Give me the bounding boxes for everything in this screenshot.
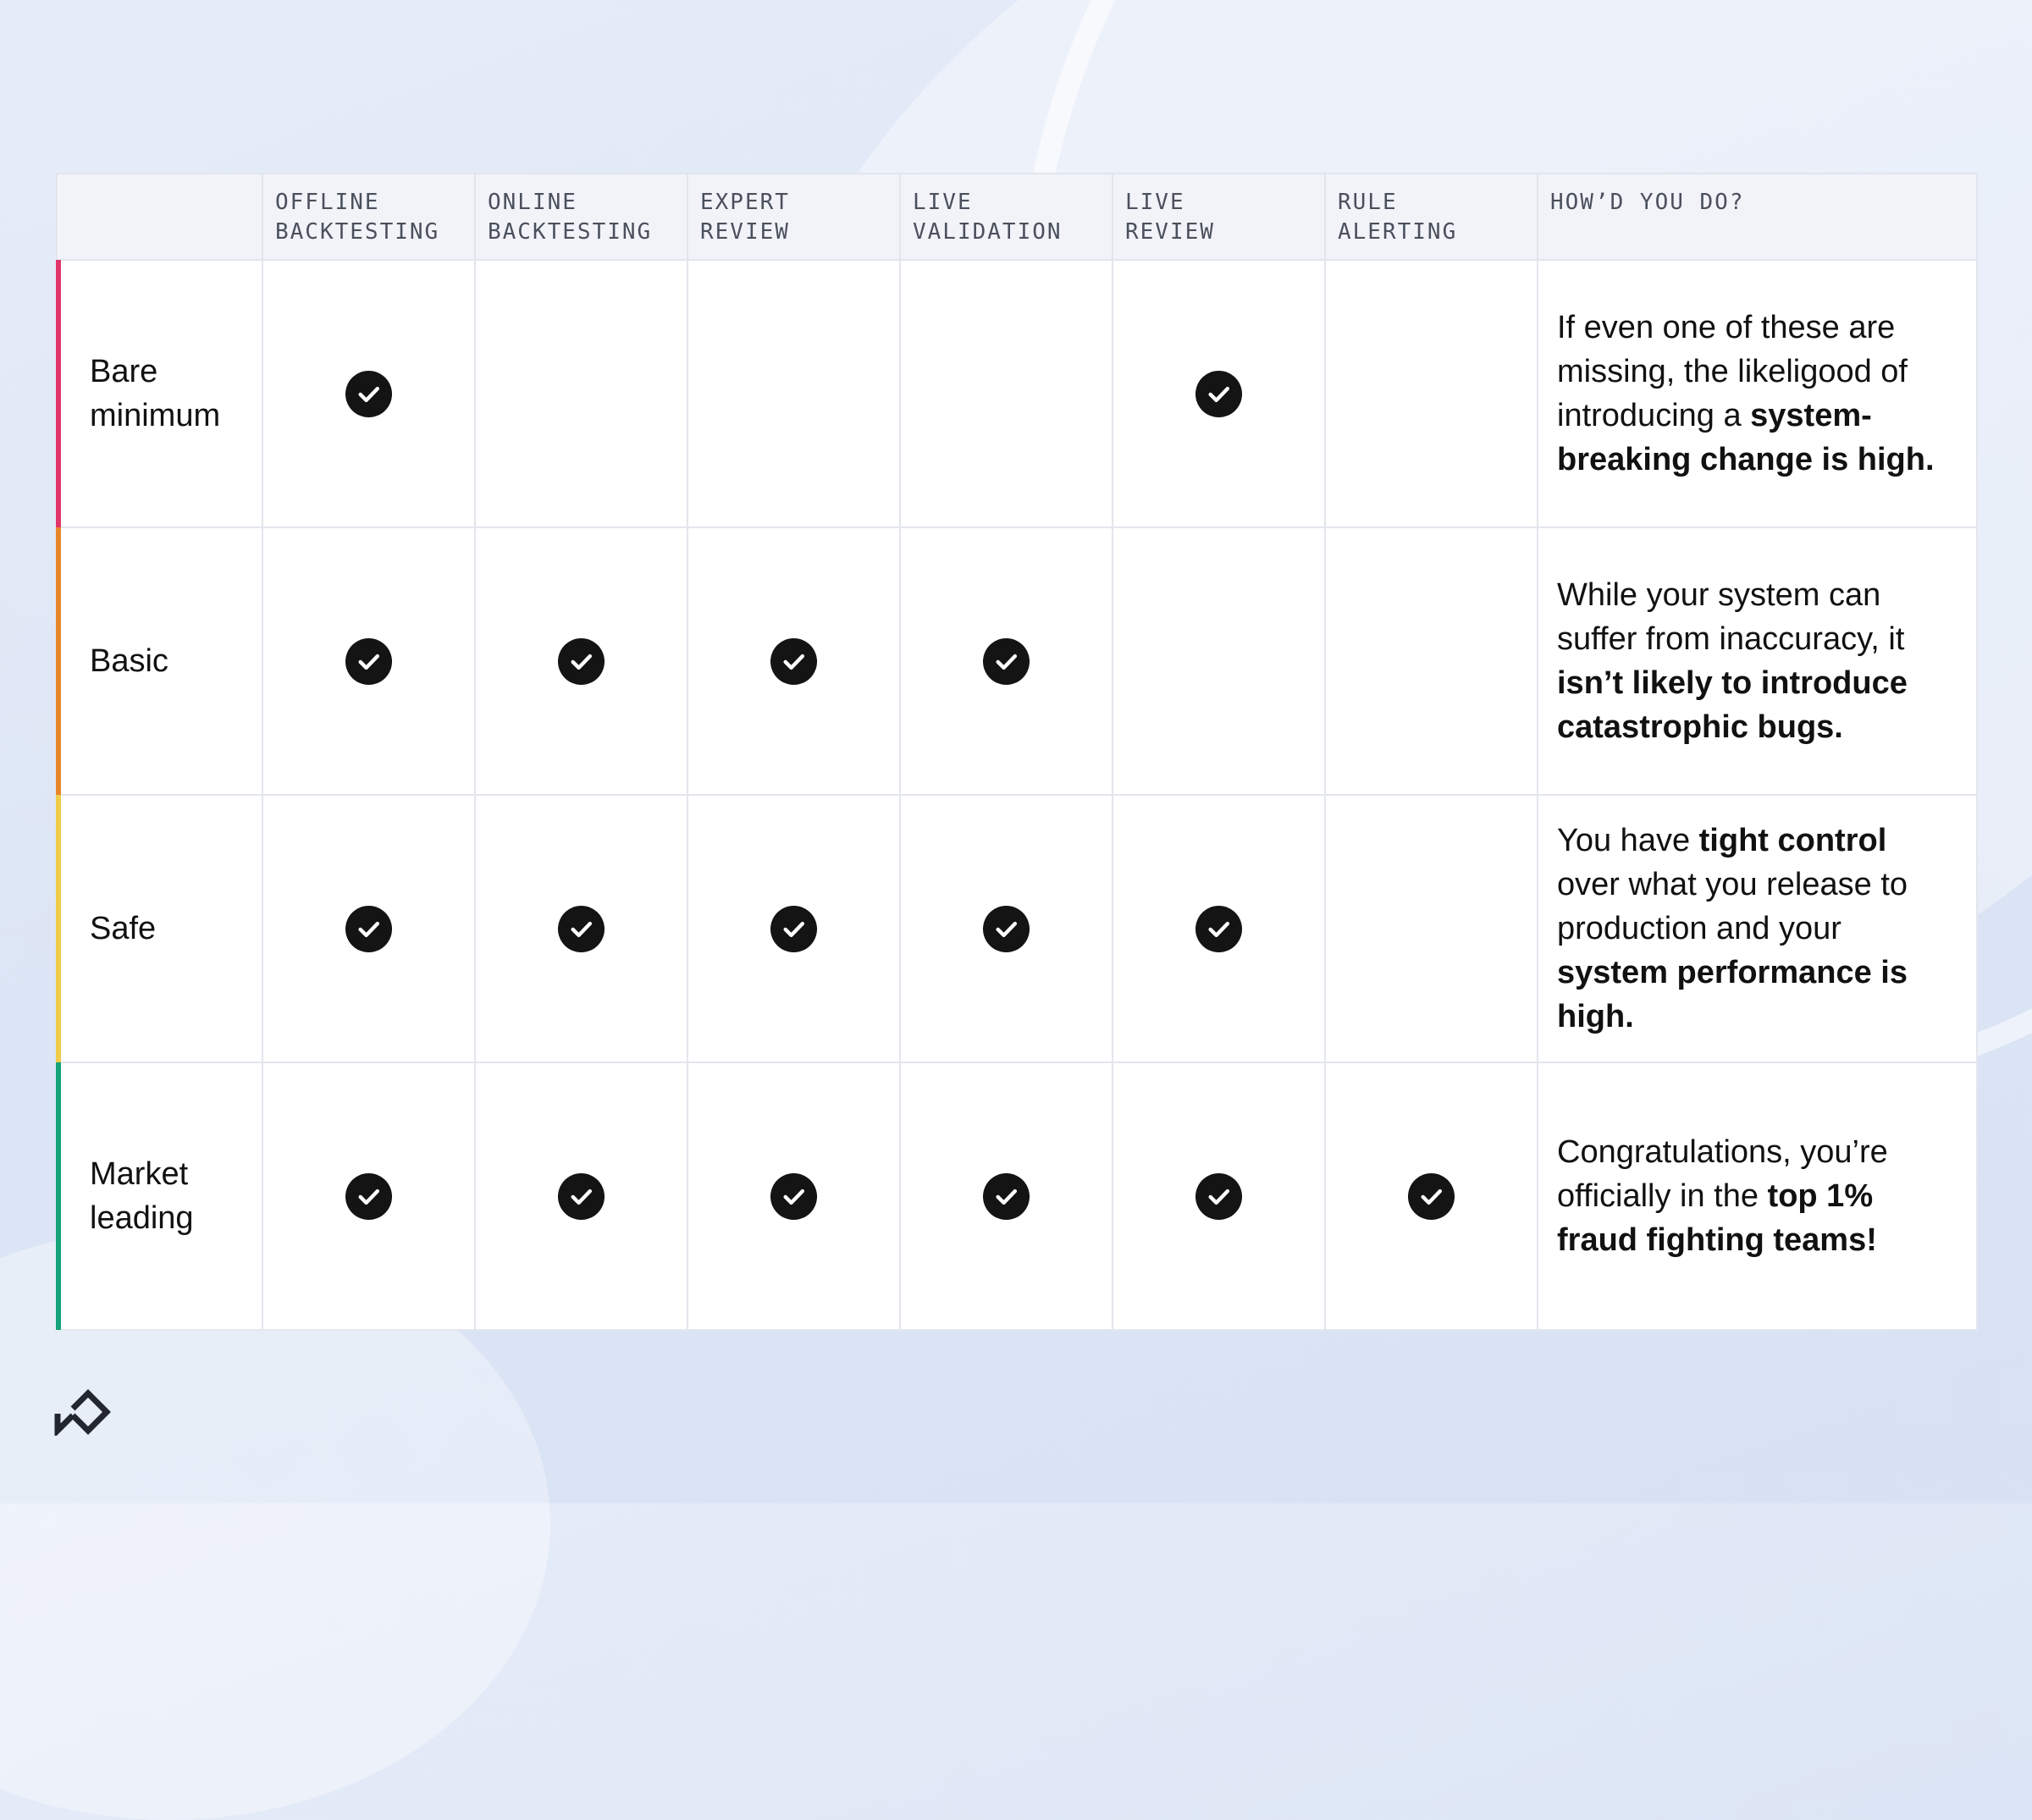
check-cell-online-backtesting — [475, 1062, 687, 1330]
row-description — [1538, 795, 1977, 1062]
check-circle-icon — [345, 1172, 393, 1221]
header-live-review: LIVE REVIEW — [1113, 174, 1325, 260]
row-label: Basic — [90, 643, 168, 679]
check-cell-rule-alerting — [1325, 795, 1538, 1062]
check-cell-offline-backtesting — [262, 260, 475, 527]
row-label-cell — [57, 527, 262, 795]
header-live-validation: LIVE VALIDATION — [900, 174, 1113, 260]
description-text: While your system can suffer from inaccuracy, it — [1557, 577, 1905, 657]
check-cell-offline-backtesting — [262, 1062, 475, 1330]
row-label-cell — [57, 795, 262, 1062]
row-description — [1538, 260, 1977, 527]
check-cell-live-validation — [900, 527, 1113, 795]
check-cell-live-review — [1113, 795, 1325, 1062]
header-offline-backtesting: OFFLINE BACKTESTING — [262, 174, 475, 260]
check-cell-expert-review — [687, 260, 900, 527]
table-body — [57, 260, 1977, 1330]
check-circle-icon — [982, 1172, 1030, 1221]
description-text: You have — [1557, 823, 1699, 858]
table-row — [57, 1062, 1977, 1330]
header-rule-alerting: RULE ALERTING — [1325, 174, 1538, 260]
check-cell-offline-backtesting — [262, 527, 475, 795]
table-row — [57, 795, 1977, 1062]
check-cell-offline-backtesting — [262, 795, 475, 1062]
row-accent-bar — [56, 260, 61, 527]
header-howd-you-do: HOW’D YOU DO? — [1538, 174, 1977, 260]
check-cell-online-backtesting — [475, 795, 687, 1062]
row-label: Bare minimum — [90, 354, 221, 433]
description-bold-text: isn’t likely to introduce catastrophic bugs. — [1557, 665, 1908, 745]
check-circle-icon — [1195, 905, 1243, 953]
row-description — [1538, 1062, 1977, 1330]
check-circle-icon — [982, 637, 1030, 686]
description-bold-text: system performance is high. — [1557, 955, 1908, 1034]
table-row — [57, 260, 1977, 527]
header-expert-review: EXPERT REVIEW — [687, 174, 900, 260]
header-row — [57, 174, 1977, 260]
check-cell-expert-review — [687, 795, 900, 1062]
check-cell-live-review — [1113, 260, 1325, 527]
check-cell-expert-review — [687, 1062, 900, 1330]
description-text: over what you release to production and your — [1557, 867, 1908, 946]
table-header — [57, 174, 1977, 260]
check-circle-icon — [770, 637, 818, 686]
header-online-backtesting: ONLINE BACKTESTING — [475, 174, 687, 260]
check-cell-live-validation — [900, 1062, 1113, 1330]
maturity-table-container — [56, 173, 1976, 1329]
check-cell-online-backtesting — [475, 527, 687, 795]
check-circle-icon — [1195, 1172, 1243, 1221]
check-cell-rule-alerting — [1325, 260, 1538, 527]
check-cell-live-review — [1113, 527, 1325, 795]
check-circle-icon — [345, 905, 393, 953]
row-label-cell — [57, 260, 262, 527]
description-bold-text: tight control — [1698, 823, 1887, 858]
check-circle-icon — [1407, 1172, 1455, 1221]
description-text: Congratulations, you’re officially in the — [1557, 1134, 1888, 1214]
table-row — [57, 527, 1977, 795]
description-text: If even one of these are missing, the likeligood of introducing a — [1557, 310, 1908, 433]
check-cell-rule-alerting — [1325, 1062, 1538, 1330]
check-circle-icon — [345, 370, 393, 418]
check-cell-expert-review — [687, 527, 900, 795]
row-description — [1538, 527, 1977, 795]
check-circle-icon — [770, 1172, 818, 1221]
check-circle-icon — [557, 1172, 605, 1221]
description-bold-text: top 1% fraud fighting teams! — [1557, 1178, 1877, 1258]
brand-logo-icon — [52, 1388, 115, 1436]
check-circle-icon — [1195, 370, 1243, 418]
row-label: Market leading — [90, 1156, 194, 1236]
check-cell-live-validation — [900, 795, 1113, 1062]
maturity-table — [56, 173, 1978, 1331]
header-corner — [57, 174, 262, 260]
description-bold-text: system-breaking change is high. — [1557, 398, 1935, 477]
check-circle-icon — [770, 905, 818, 953]
check-cell-rule-alerting — [1325, 527, 1538, 795]
row-accent-bar — [56, 527, 61, 795]
row-label-cell — [57, 1062, 262, 1330]
check-cell-live-review — [1113, 1062, 1325, 1330]
check-circle-icon — [345, 637, 393, 686]
check-circle-icon — [557, 905, 605, 953]
check-cell-live-validation — [900, 260, 1113, 527]
row-accent-bar — [56, 1062, 61, 1330]
check-circle-icon — [557, 637, 605, 686]
check-cell-online-backtesting — [475, 260, 687, 527]
row-accent-bar — [56, 795, 61, 1062]
check-circle-icon — [982, 905, 1030, 953]
row-label: Safe — [90, 911, 157, 946]
